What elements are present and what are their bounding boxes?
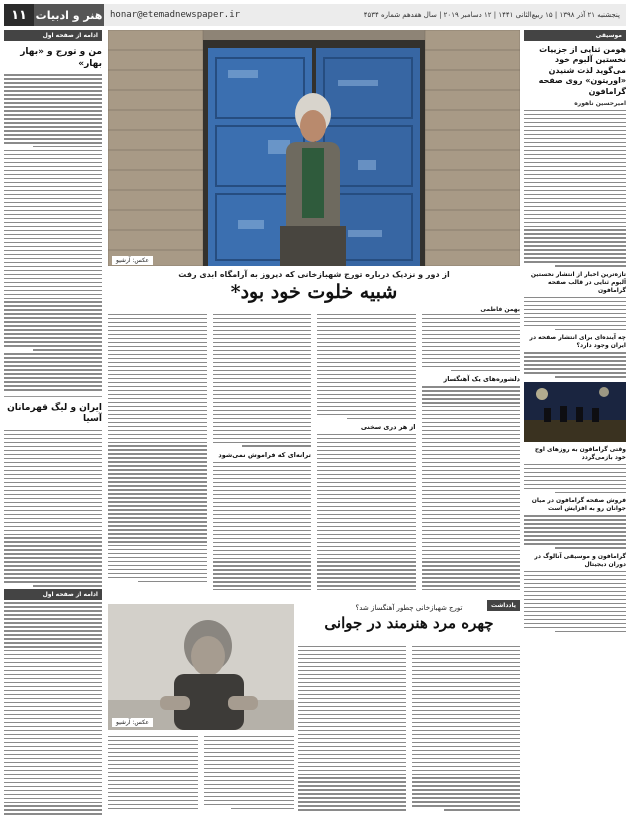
right-bullet-5: گرامافون و موسیقی آنالوگ در دوران دیجیتال xyxy=(534,552,626,568)
right-article-text xyxy=(524,110,626,267)
right-column xyxy=(524,30,626,816)
right-bullet-2: چه آینده‌ای برای انتشار صفحه در ایران وجود دارد؟ xyxy=(529,334,626,350)
main-byline: بهمن فاطمی xyxy=(480,306,520,313)
main-subhead-3: ترانه‌ای که فراموش نمی‌شود xyxy=(218,450,311,459)
main-kicker: از دور و نزدیک درباره تورج شهبازخانی که دیروز به آرامگاه ابدی رفت xyxy=(178,270,450,279)
left-divider xyxy=(4,396,102,397)
lower-article-column-4 xyxy=(108,734,198,814)
lower-article-column-2 xyxy=(298,644,406,814)
left-column xyxy=(4,30,102,816)
right-bullet-1: تازه‌ترین اخبار از انتشار نخستین آلبوم ثنایی در قالب صفحه گرامافون xyxy=(530,270,626,294)
blue-door-portrait-image xyxy=(108,30,520,266)
hero-photo-credit: عکس: آرشیو xyxy=(112,256,153,265)
lower-article-column-3 xyxy=(204,734,294,814)
left-story2-headline: ایران و لیگ قهرمانان آسیا xyxy=(7,402,102,425)
lower-section-tag: یادداشت xyxy=(487,600,520,611)
main-headline-block xyxy=(108,270,520,303)
left-headline: من و تورج و «بهار بهار» xyxy=(20,47,102,69)
right-byline: امیرحسین ناهوره xyxy=(574,99,626,107)
page-number: ۱۱ xyxy=(4,4,34,26)
lower-article-body xyxy=(298,644,520,814)
left-story3-text xyxy=(4,602,102,816)
right-bullet-3: وقتی گرامافون به روزهای اوج خود بازمی‌گردد xyxy=(534,445,626,461)
main-subhead-1: دلشوره‌های یک آهنگساز xyxy=(443,375,520,384)
right-bullet-4: فروش صفحه گرامافون در میان جوانان رو به افزایش است xyxy=(531,497,626,513)
masthead-info xyxy=(104,4,626,26)
right-section-tag: موسیقی xyxy=(524,30,626,41)
main-title: شبیه خلوت خود بود* xyxy=(230,281,398,303)
concert-stage-image xyxy=(524,382,626,442)
lower-photo-credit: عکس: آرشیو xyxy=(112,718,153,727)
main-article-column-3 xyxy=(213,312,312,590)
main-article-column-2 xyxy=(317,312,416,590)
section-title: هنر و ادبیات xyxy=(34,4,104,26)
left-footer-tag: ادامه از صفحه اول xyxy=(4,589,102,600)
website-link[interactable]: honar@etemadnewspaper.ir xyxy=(110,10,241,20)
young-artist-photo xyxy=(108,604,294,730)
hero-photo xyxy=(108,30,520,266)
lower-article-column-1 xyxy=(412,644,520,814)
right-headline: هومن ثنایی از جزییات نخستین آلبوم خود می‌گوید لذت شنیدن «اوریتون» روی صفحه گرامافون xyxy=(538,45,626,96)
lower-article-body-2 xyxy=(108,734,294,814)
left-article-text xyxy=(4,74,102,390)
main-article-column-1 xyxy=(422,312,521,590)
lower-title: چهره مرد هنرمند در جوانی xyxy=(324,614,494,632)
lower-photo xyxy=(108,604,294,730)
lower-kicker: تورج شهبازخانی چطور آهنگساز شد؟ xyxy=(355,604,463,612)
left-story2-text xyxy=(4,430,102,587)
lower-headline-block xyxy=(298,604,520,632)
main-subhead-2: از هر دری سخنی xyxy=(360,422,416,431)
main-article-column-4 xyxy=(108,312,207,590)
date-line: پنجشنبه ۲۱ آذر ۱۳۹۸ | ۱۵ ربیع‌الثانی ۱۴۴۱ | ۱۲ دسامبر ۲۰۱۹ | سال هفدهم شماره ۴۵۳۴ xyxy=(363,11,620,19)
main-article-body xyxy=(108,312,520,590)
left-section-tag: ادامه از صفحه اول xyxy=(4,30,102,41)
concert-photo xyxy=(524,382,626,442)
masthead xyxy=(4,4,626,26)
